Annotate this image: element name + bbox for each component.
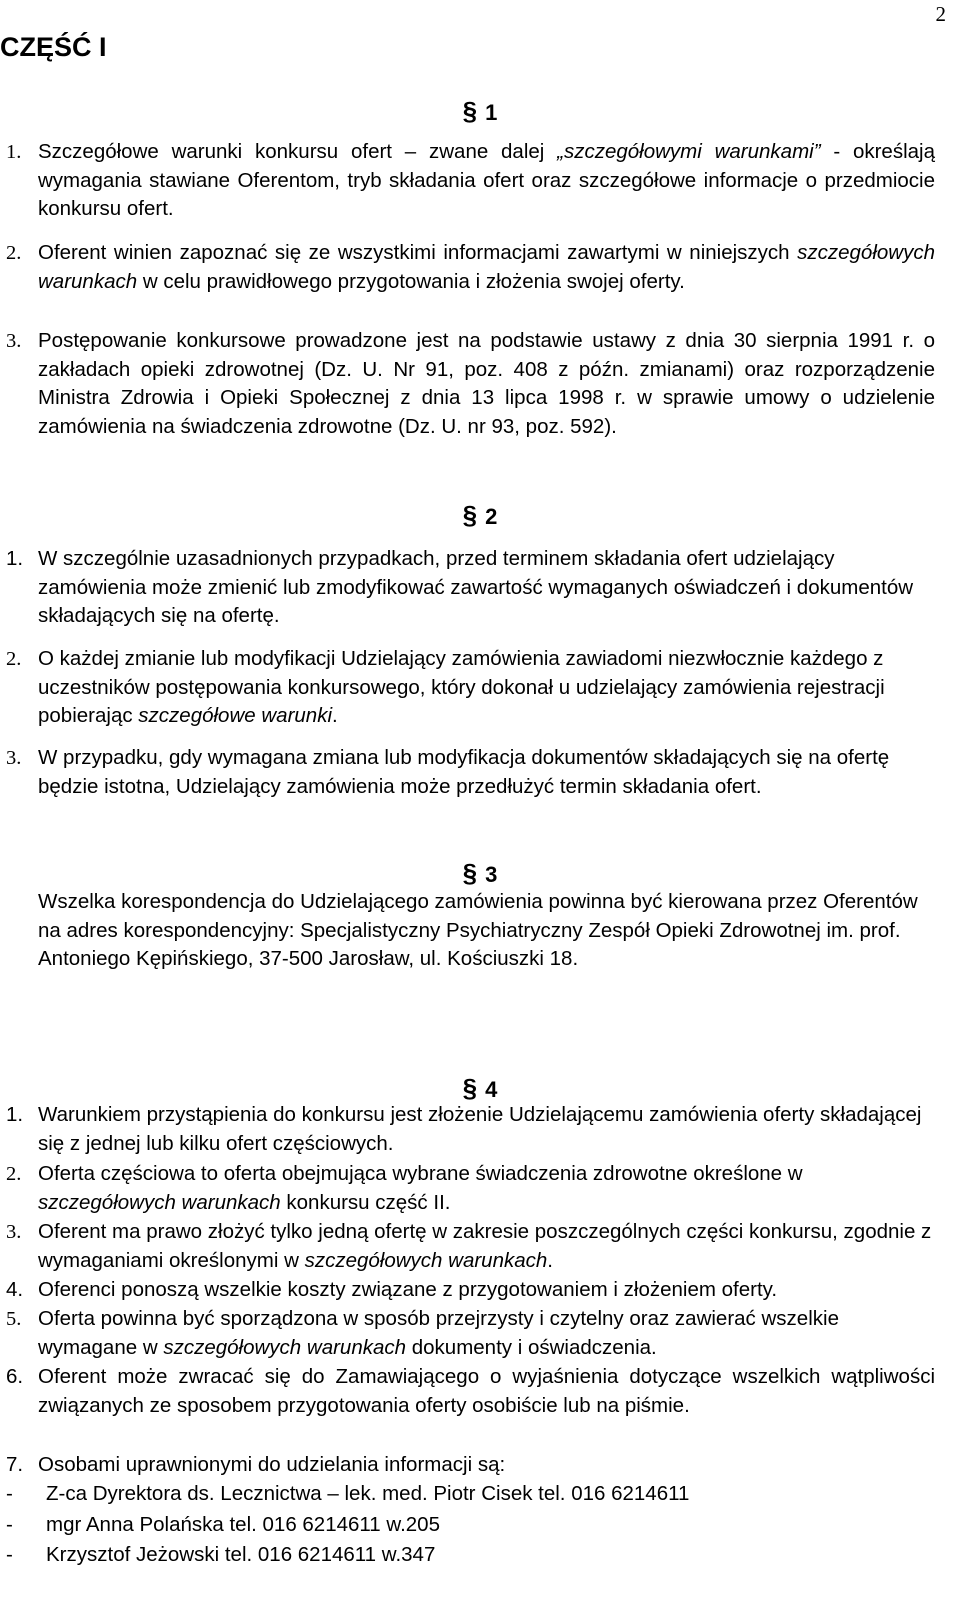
item-number: 4. xyxy=(6,1278,24,1301)
bullet-dash: - xyxy=(6,1543,13,1566)
item-number: 6. xyxy=(6,1365,24,1388)
emphasis: szczegółowych warunkach xyxy=(38,241,935,293)
item-number: 3. xyxy=(6,330,22,352)
item-number: 3. xyxy=(6,747,22,769)
s2-item-3: 3. W przypadku, gdy wymagana zmiana lub modyfikacja dokumentów składających się na ofertę będzie istotna, Udzielający zamówienia może przedłużyć termin składania ofert. xyxy=(6,746,890,798)
s4-item-7: 7. Osobami uprawnionymi do udzielania informacji są: xyxy=(0,1451,935,1480)
item-number: 2. xyxy=(6,1163,22,1185)
part-title: CZĘŚĆ I xyxy=(0,32,107,62)
s4-item-5: 5. Oferta powinna być sporządzona w sposób przejrzysty i czytelny oraz zawierać wszelkie wymagane w szczegółowych warunkach dokumenty i oświadczenia. xyxy=(6,1307,839,1359)
item-number: 1. xyxy=(6,1103,24,1126)
emphasis: szczegółowych warunkach xyxy=(163,1335,407,1359)
s1-item-3: 3. Postępowanie konkursowe prowadzone jest na podstawie ustawy z dnia 30 sierpnia 1991 r. o zakładach opieki zdrowotnej (Dz. U. Nr 91, poz. 408 z późn. zmianami) oraz rozporządzenie Ministra Zdrowia i Opieki Społecznej z dnia 13 lipca 1998 r. w sprawie umowy o udzielenie zamówienia na świadczenia zdrowotne (Dz. U. nr 93, poz. 592). xyxy=(6,329,935,438)
item-number: 2. xyxy=(6,648,22,670)
section-heading-1: § 1 xyxy=(462,96,498,126)
item-number: 2. xyxy=(6,242,22,264)
page-number: 2 xyxy=(935,2,946,26)
emphasis: szczegółowych warunkach xyxy=(304,1248,548,1272)
item-number: 3. xyxy=(6,1221,22,1243)
contact-item: - Krzysztof Jeżowski tel. 016 6214611 w.347 xyxy=(0,1541,935,1570)
section-heading-2: § 2 xyxy=(462,500,498,530)
item-number: 1. xyxy=(6,547,24,570)
section-heading-3: § 3 xyxy=(462,858,498,888)
item-number: 1. xyxy=(6,141,22,163)
bullet-dash: - xyxy=(6,1512,13,1536)
emphasis: szczegółowych warunkach xyxy=(38,1190,281,1214)
s4-item-4: 4. Oferenci ponoszą wszelkie koszty związane z przygotowaniem i złożeniem oferty. xyxy=(0,1276,935,1305)
emphasis: „szczegółowymi warunkami” xyxy=(557,140,821,163)
s3-paragraph: Wszelka korespondencja do Udzielającego zamówienia powinna być kierowana przez Oferentów na adres korespondencyjny: Specjalistyczny Psychiatryczny Zespół Opieki Zdrowotnej im. prof. Antoniego Kępińskiego, 37-500 Jarosław, ul. Kościuszki 18. xyxy=(38,890,918,970)
s4-item-1: 1. Warunkiem przystąpienia do konkursu jest złożenie Udzielającemu zamówienia oferty składającej się z jednej lub kilku ofert częściowych. xyxy=(6,1103,922,1155)
section-heading-4: § 4 xyxy=(462,1073,498,1103)
s4-item-3: 3. Oferent ma prawo złożyć tylko jedną ofertę w zakresie poszczególnych części konkursu, zgodnie z wymaganiami określonymi w szczegółowych warunkach. xyxy=(6,1220,932,1272)
contact-item: - mgr Anna Polańska tel. 016 6214611 w.205 xyxy=(0,1511,935,1540)
item-number: 5. xyxy=(6,1308,22,1330)
contact-list xyxy=(0,1480,935,1570)
emphasis: szczegółowe warunki xyxy=(138,704,332,727)
s2-item-2: 2. O każdej zmianie lub modyfikacji Udzielający zamówienia zawiadomi niezwłocznie każdego z uczestników postępowania konkursowego, który dokonał u udzielający zamówienia rejestracji pobierając szczegółowe warunki. xyxy=(6,647,885,727)
section-symbol: § xyxy=(462,96,478,126)
s1-item-1: 1. Szczegółowe warunki konkursu ofert – zwane dalej „szczegółowymi warunkami” - określają wymagania stawiane Oferentom, tryb składania ofert oraz szczegółowe informacje o przedmiocie konkursu ofert. xyxy=(6,140,935,220)
s4-item-2: 2. Oferta częściowa to oferta obejmująca wybrane świadczenia zdrowotne określone w szczegółowych warunkach konkursu część II. xyxy=(6,1162,803,1214)
s2-item-1: 1. W szczególnie uzasadnionych przypadkach, przed terminem składania ofert udzielający zamówienia może zmienić lub zmodyfikować zawartość wymaganych oświadczeń i dokumentów składających się na ofertę. xyxy=(6,547,914,627)
s1-item-2: 2. Oferent winien zapoznać się ze wszystkimi informacjami zawartymi w niniejszych szczegółowych warunkach w celu prawidłowego przygotowania i złożenia swojej oferty. xyxy=(6,241,935,293)
item-number: 7. xyxy=(6,1453,24,1476)
bullet-dash: - xyxy=(6,1482,13,1505)
contact-item: - Z-ca Dyrektora ds. Lecznictwa – lek. med. Piotr Cisek tel. 016 6214611 xyxy=(0,1480,935,1509)
s4-item-6: 6. Oferent może zwracać się do Zamawiającego o wyjaśnienia dotyczące wszelkich wątpliwości związanych ze sposobem przygotowania oferty osobiście lub na piśmie. xyxy=(6,1365,935,1417)
